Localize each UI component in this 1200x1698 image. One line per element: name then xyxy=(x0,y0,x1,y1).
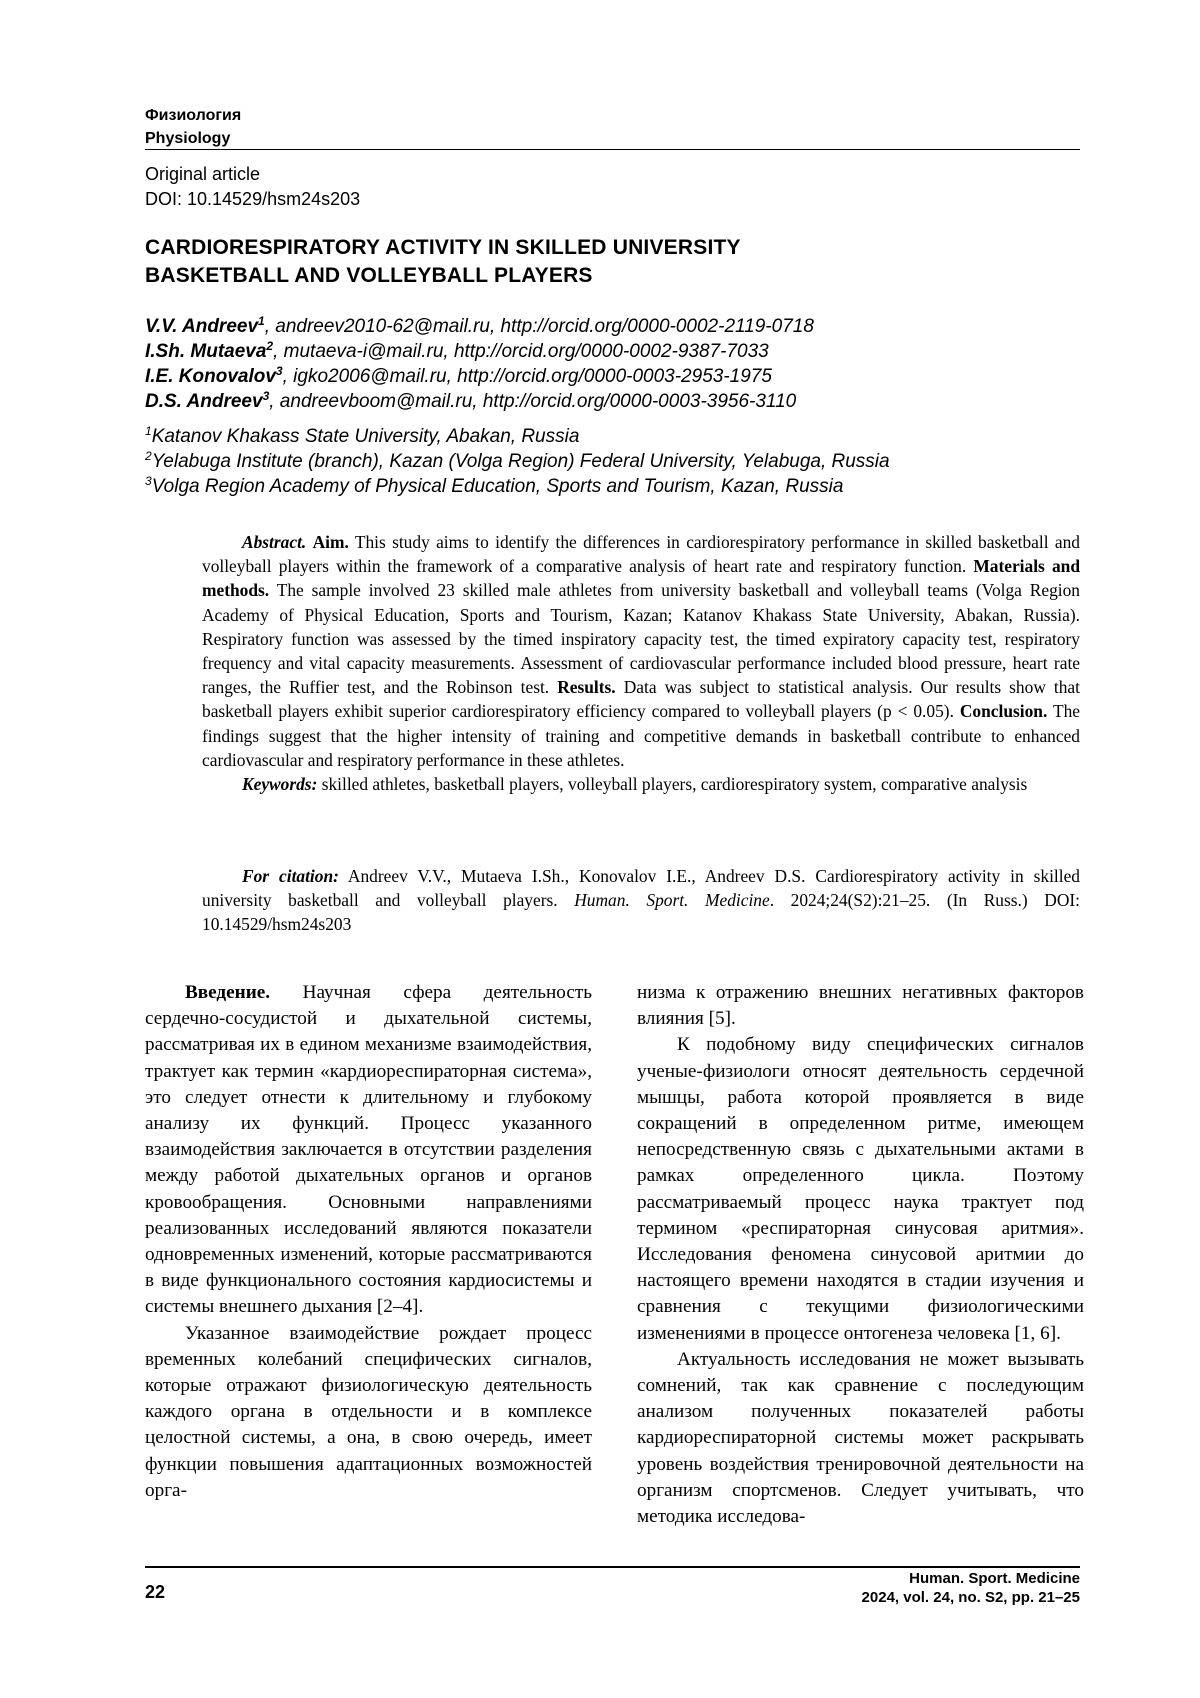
body-paragraph xyxy=(637,1347,1084,1530)
citation-journal: Human. Sport. Medicine xyxy=(574,890,770,911)
section-header xyxy=(145,104,1080,150)
article-doi: DOI: 10.14529/hsm24s203 xyxy=(145,189,361,209)
author-name: D.S. Andreev xyxy=(145,391,263,412)
title-line-1: CARDIORESPIRATORY ACTIVITY IN SKILLED UNIVERSITY xyxy=(145,236,741,259)
body-paragraph-text: К подобному виду специфических сигналов ученые-физиологи относят деятельность сердечной мышцы, работа которой проявляется в виде сокращений в определенном ритме, имеющем непосредственную связь с дыхательными актами в рамках определенного цикла. Поэтому рассматриваемый процесс наука трактует под термином «респираторная синусовая аритмия». Исследования феномена синусовой аритмии до настоящего времени находятся в стадии изучения и сравнения с текущими физиологическими изменениями в процессе онтогенеза человека [1, 6]. xyxy=(637,1034,1084,1344)
page-number: 22 xyxy=(145,1582,166,1602)
citation-text-end: . 2024;24(S2):21–25. (In Russ.) DOI: 10.14529/hsm24s203 xyxy=(202,890,1080,935)
author-affiliation-mark: 3 xyxy=(275,364,283,378)
keywords-paragraph xyxy=(202,772,1080,796)
methods-text: The sample involved 23 skilled male athletes from university basketball and volleyball teams (Volga Region Academy of Physical Education, Sports and Tourism, Kazan; Katanov Khakass State University, Abakan, Russia). Respiratory function was assessed by the timed inspiratory capacity test, the timed expiratory capacity test, respiratory frequency and vital capacity measurements. Assessment of cardiovascular performance included blood pressure, heart rate ranges, the Ruffier test, and the Robinson test. xyxy=(202,580,1080,698)
conclusion-text: The findings suggest that the higher intensity of training and competitive demands in basketball contribute to enhanced cardiovascular and respiratory performance in these athletes. xyxy=(202,701,1080,770)
intro-label: Введение. xyxy=(185,982,271,1003)
affiliation-entry xyxy=(145,449,1105,474)
methods-label: Materials and methods. xyxy=(202,556,1080,601)
body-paragraph-continued: низма к отражению внешних негативных факторов влияния [5]. xyxy=(637,982,1084,1030)
affiliation-entry xyxy=(145,424,1105,449)
citation-block xyxy=(202,864,1080,937)
journal-issue: 2024, vol. 24, no. S2, pp. 21–25 xyxy=(861,1589,1080,1606)
author-entry xyxy=(145,314,1105,339)
body-paragraph-text: Указанное взаимодействие рождает процесс временных колебаний специфических сигналов, которые отражают физиологическую деятельность каждого органа в отдельности и в комплексе целостной системы, а она, в свою очередь, имеет функции повышения адаптационных возможностей орга- xyxy=(145,1322,592,1501)
affiliation-text: Volga Region Academy of Physical Education, Sports and Tourism, Kazan, Russia xyxy=(151,476,844,497)
results-text: Data was subject to statistical analysis. Our results show that basketball players exhibit superior cardiorespiratory efficiency compared to volleyball players (p < 0.05). xyxy=(202,677,1080,722)
body-paragraph xyxy=(637,1032,1084,1346)
author-entry xyxy=(145,339,1105,364)
results-label: Results. xyxy=(557,677,616,698)
header-divider xyxy=(145,149,1080,150)
affiliation-mark: 1 xyxy=(145,424,152,438)
affiliation-text: Yelabuga Institute (branch), Kazan (Volga Region) Federal University, Yelabuga, Russia xyxy=(151,451,890,472)
aim-text: This study aims to identify the differences in cardiorespiratory performance in skilled basketball and volleyball players within the framework of a comparative analysis of heart rate and respiratory function. xyxy=(202,532,1080,577)
body-column-right xyxy=(637,980,1084,1530)
author-contact[interactable]: , andreevboom@mail.ru, http://orcid.org/0000-0003-3956-3110 xyxy=(269,391,797,412)
section-label-ru: Физиология xyxy=(145,107,242,124)
citation-paragraph xyxy=(202,864,1080,937)
body-paragraph xyxy=(145,980,592,1321)
journal-info xyxy=(862,1569,1080,1607)
author-entry xyxy=(145,389,1105,414)
title-line-2: BASKETBALL AND VOLLEYBALL PLAYERS xyxy=(145,264,593,287)
affiliation-text: Katanov Khakass State University, Abakan, Russia xyxy=(151,426,580,447)
article-type: Original article xyxy=(145,164,261,184)
author-entry xyxy=(145,364,1105,389)
author-name: I.Sh. Mutaeva xyxy=(145,341,267,362)
keywords-label: Keywords: xyxy=(242,774,318,795)
author-affiliation-mark: 3 xyxy=(262,389,270,403)
article-title xyxy=(145,234,1045,290)
citation-label: For citation: xyxy=(242,866,339,886)
footer-divider xyxy=(145,1566,1080,1568)
author-name: V.V. Andreev xyxy=(145,316,259,337)
abstract-label: Abstract. xyxy=(242,532,307,552)
journal-name: Human. Sport. Medicine xyxy=(909,1570,1080,1587)
affiliation-list xyxy=(145,424,1105,499)
author-contact[interactable]: , mutaeva-i@mail.ru, http://orcid.org/0000-0002-9387-7033 xyxy=(273,341,769,362)
body-paragraph xyxy=(145,1321,592,1504)
keywords-text: skilled athletes, basketball players, volleyball players, cardiorespiratory system, comparative analysis xyxy=(317,774,1028,795)
author-affiliation-mark: 2 xyxy=(266,339,274,353)
abstract xyxy=(202,530,1080,796)
conclusion-label: Conclusion. xyxy=(959,701,1048,722)
abstract-paragraph xyxy=(202,530,1080,772)
body-column-left xyxy=(145,980,592,1504)
author-name: I.E. Konovalov xyxy=(145,366,276,387)
author-list xyxy=(145,314,1105,414)
author-contact[interactable]: , igko2006@mail.ru, http://orcid.org/0000-0003-2953-1975 xyxy=(282,366,772,387)
body-paragraph-text: Научная сфера деятельность сердечно-сосудистой и дыхательной системы, рассматривая их в едином механизме взаимодействия, трактует как термин «кардиореспираторная система», это следует отнести к длительному и глубокому анализу их функций. Процесс указанного взаимодействия заключается в отсутствии разделения между работой дыхательных органов и органов кровообращения. Основными направлениями реализованных исследований являются показатели одновременных изменений, которые рассматриваются в виде функционального состояния кардиосистемы и системы внешнего дыхания [2–4]. xyxy=(145,982,592,1318)
section-label-en: Physiology xyxy=(145,130,231,147)
author-affiliation-mark: 1 xyxy=(258,314,265,328)
affiliation-mark: 2 xyxy=(145,449,152,463)
affiliation-entry xyxy=(145,474,1105,499)
article-meta xyxy=(145,162,360,212)
citation-text: Andreev V.V., Mutaeva I.Sh., Konovalov I.E., Andreev D.S. Cardiorespiratory activity in skilled university basketball and volleyball players. xyxy=(202,866,1080,911)
affiliation-mark: 3 xyxy=(145,474,152,488)
aim-label: Aim. xyxy=(312,532,349,552)
body-paragraph-text: Актуальность исследования не может вызывать сомнений, так как сравнение с последующим анализом полученных показателей работы кардиореспираторной системы может раскрывать уровень воздействия тренировочной деятельности на организм спортсменов. Следует учитывать, что методика исследова- xyxy=(637,1348,1084,1528)
author-contact[interactable]: , andreev2010-62@mail.ru, http://orcid.org/0000-0002-2119-0718 xyxy=(264,316,814,337)
